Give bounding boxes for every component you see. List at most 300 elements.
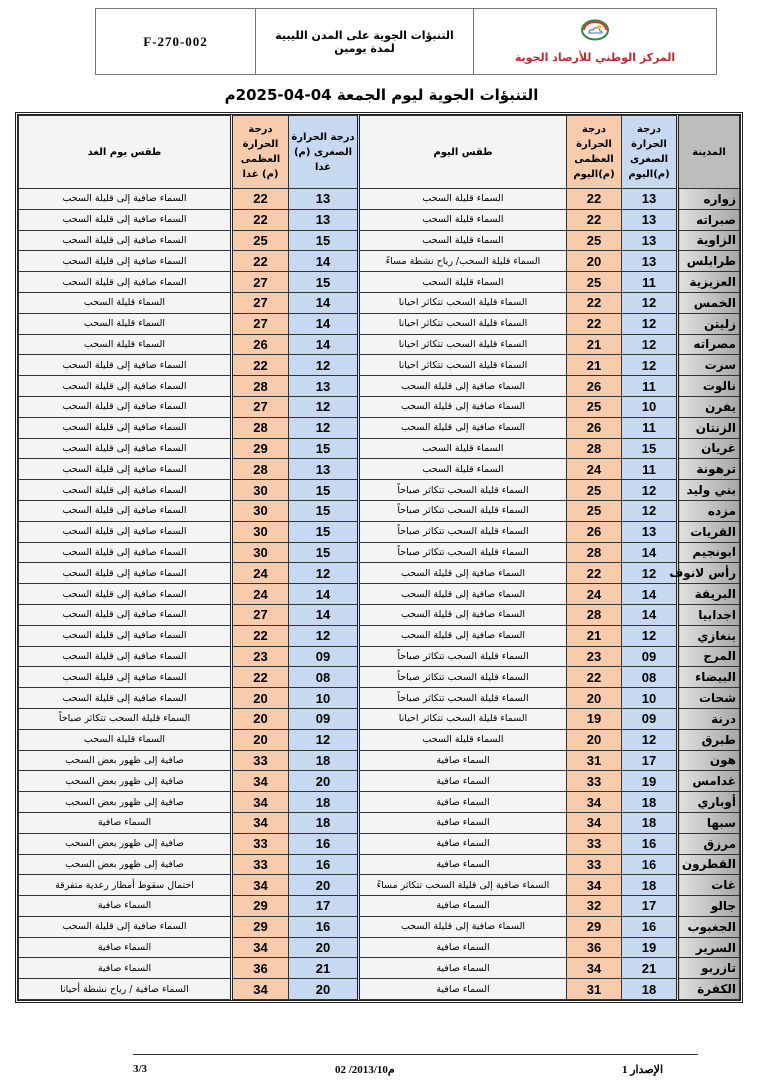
min-temp-tomorrow: 16 (289, 833, 359, 854)
min-temp-today: 18 (622, 812, 678, 833)
table-row (19, 459, 740, 480)
table-row (19, 438, 740, 459)
max-temp-tomorrow: 29 (232, 896, 289, 917)
max-temp-today: 19 (567, 708, 622, 729)
city-name: السرير (678, 937, 740, 958)
footer-page-number: 3/3 (133, 1063, 148, 1075)
weather-today: السماء صافية (359, 937, 567, 958)
max-temp-today: 25 (567, 230, 622, 251)
min-temp-tomorrow: 14 (289, 584, 359, 605)
min-temp-tomorrow: 08 (289, 667, 359, 688)
max-temp-tomorrow: 22 (232, 667, 289, 688)
city-name: القطرون (678, 854, 740, 875)
max-temp-today: 25 (567, 500, 622, 521)
max-temp-tomorrow: 30 (232, 521, 289, 542)
weather-today: السماء قليلة السحب تتكاثر صباحاً (359, 688, 567, 709)
weather-today: السماء صافية إلى قليلة السحب (359, 604, 567, 625)
weather-tomorrow: السماء صافية إلى قليلة السحب (19, 396, 232, 417)
min-temp-today: 18 (622, 979, 678, 1000)
table-row (19, 729, 740, 750)
max-temp-tomorrow: 33 (232, 750, 289, 771)
max-temp-tomorrow: 28 (232, 459, 289, 480)
min-temp-tomorrow: 15 (289, 438, 359, 459)
col-header-min-today: درجة الحرارة الصغرى (م)اليوم (622, 116, 678, 189)
table-header-row (19, 116, 740, 189)
col-header-weather-today: طقس اليوم (359, 116, 567, 189)
weather-today: السماء قليلة السحب/ رياح نشطة مساءً (359, 251, 567, 272)
max-temp-tomorrow: 22 (232, 251, 289, 272)
min-temp-tomorrow: 12 (289, 625, 359, 646)
max-temp-tomorrow: 28 (232, 417, 289, 438)
city-name: البيضاء (678, 667, 740, 688)
max-temp-today: 22 (567, 563, 622, 584)
weather-tomorrow: صافية إلى ظهور بعض السحب (19, 792, 232, 813)
min-temp-tomorrow: 17 (289, 896, 359, 917)
header-title-line1: التنبؤات الجوية على المدن الليبية (275, 28, 454, 42)
min-temp-tomorrow: 15 (289, 521, 359, 542)
table-row (19, 958, 740, 979)
min-temp-today: 12 (622, 355, 678, 376)
min-temp-tomorrow: 09 (289, 708, 359, 729)
table-row (19, 708, 740, 729)
weather-tomorrow: صافية إلى ظهور بعض السحب (19, 771, 232, 792)
min-temp-tomorrow: 13 (289, 376, 359, 397)
page-title: التنبؤات الجوية ليوم الجمعة 04-04-2025م (224, 86, 539, 104)
weather-tomorrow: السماء صافية (19, 812, 232, 833)
col-header-max-today: درجة الحرارة العظمى (م)اليوم (567, 116, 622, 189)
max-temp-today: 25 (567, 272, 622, 293)
min-temp-today: 10 (622, 396, 678, 417)
max-temp-today: 32 (567, 896, 622, 917)
min-temp-today: 19 (622, 937, 678, 958)
table-row (19, 625, 740, 646)
weather-today: السماء صافية إلى قليلة السحب (359, 584, 567, 605)
max-temp-tomorrow: 22 (232, 189, 289, 210)
min-temp-today: 11 (622, 459, 678, 480)
min-temp-today: 11 (622, 272, 678, 293)
weather-tomorrow: السماء صافية إلى قليلة السحب (19, 542, 232, 563)
max-temp-today: 20 (567, 688, 622, 709)
min-temp-today: 17 (622, 750, 678, 771)
min-temp-today: 09 (622, 708, 678, 729)
max-temp-today: 33 (567, 833, 622, 854)
min-temp-today: 13 (622, 521, 678, 542)
footer-divider (133, 1054, 698, 1055)
min-temp-tomorrow: 10 (289, 688, 359, 709)
city-name: صبراته (678, 209, 740, 230)
table-row (19, 771, 740, 792)
max-temp-tomorrow: 34 (232, 937, 289, 958)
min-temp-today: 18 (622, 792, 678, 813)
min-temp-today: 16 (622, 916, 678, 937)
weather-tomorrow: السماء صافية إلى قليلة السحب (19, 688, 232, 709)
weather-tomorrow: السماء صافية إلى قليلة السحب (19, 230, 232, 251)
min-temp-tomorrow: 15 (289, 272, 359, 293)
weather-today: السماء قليلة السحب (359, 729, 567, 750)
min-temp-tomorrow: 15 (289, 542, 359, 563)
header-org-cell (473, 9, 716, 74)
weather-today: السماء قليلة السحب تتكاثر احيانا (359, 292, 567, 313)
max-temp-today: 24 (567, 459, 622, 480)
min-temp-today: 12 (622, 729, 678, 750)
weather-tomorrow: صافية إلى ظهور بعض السحب (19, 750, 232, 771)
table-row (19, 334, 740, 355)
table-row (19, 521, 740, 542)
max-temp-tomorrow: 27 (232, 313, 289, 334)
city-name: الجغبوب (678, 916, 740, 937)
table-row (19, 667, 740, 688)
col-header-min-tomorrow: درجة الحرارة الصغرى (م) غدا (289, 116, 359, 189)
weather-tomorrow: السماء صافية إلى قليلة السحب (19, 646, 232, 667)
min-temp-tomorrow: 14 (289, 334, 359, 355)
city-name: العزيزية (678, 272, 740, 293)
city-name: يفرن (678, 396, 740, 417)
min-temp-today: 16 (622, 854, 678, 875)
weather-tomorrow: السماء قليلة السحب (19, 334, 232, 355)
max-temp-tomorrow: 27 (232, 292, 289, 313)
weather-tomorrow: السماء صافية (19, 896, 232, 917)
weather-tomorrow: السماء صافية إلى قليلة السحب (19, 584, 232, 605)
table-row (19, 500, 740, 521)
min-temp-today: 12 (622, 292, 678, 313)
weather-today: السماء قليلة السحب تتكاثر احيانا (359, 708, 567, 729)
max-temp-tomorrow: 22 (232, 209, 289, 230)
weather-today: السماء قليلة السحب تتكاثر احيانا (359, 355, 567, 376)
min-temp-tomorrow: 14 (289, 251, 359, 272)
min-temp-tomorrow: 20 (289, 937, 359, 958)
city-name: أوباري (678, 792, 740, 813)
max-temp-today: 22 (567, 292, 622, 313)
max-temp-today: 26 (567, 376, 622, 397)
table-row (19, 417, 740, 438)
table-row (19, 313, 740, 334)
weather-tomorrow: السماء صافية إلى قليلة السحب (19, 667, 232, 688)
max-temp-tomorrow: 26 (232, 334, 289, 355)
weather-tomorrow: السماء صافية (19, 958, 232, 979)
min-temp-tomorrow: 14 (289, 292, 359, 313)
min-temp-today: 12 (622, 480, 678, 501)
max-temp-tomorrow: 27 (232, 272, 289, 293)
city-name: درنة (678, 708, 740, 729)
city-name: هون (678, 750, 740, 771)
max-temp-tomorrow: 22 (232, 625, 289, 646)
weather-today: السماء صافية (359, 812, 567, 833)
weather-today: السماء صافية إلى قليلة السحب (359, 625, 567, 646)
city-name: بني وليد (678, 480, 740, 501)
weather-tomorrow: السماء صافية إلى قليلة السحب (19, 376, 232, 397)
weather-tomorrow: السماء صافية إلى قليلة السحب (19, 625, 232, 646)
city-name: جالو (678, 896, 740, 917)
weather-today: السماء صافية (359, 958, 567, 979)
city-name: سبها (678, 812, 740, 833)
table-row (19, 396, 740, 417)
min-temp-today: 13 (622, 251, 678, 272)
max-temp-today: 24 (567, 584, 622, 605)
table-row (19, 480, 740, 501)
max-temp-today: 22 (567, 667, 622, 688)
city-name: مصراته (678, 334, 740, 355)
city-name: ترهونة (678, 459, 740, 480)
city-name: الكفرة (678, 979, 740, 1000)
max-temp-today: 34 (567, 875, 622, 896)
weather-today: السماء صافية إلى قليلة السحب (359, 376, 567, 397)
max-temp-tomorrow: 33 (232, 854, 289, 875)
max-temp-tomorrow: 27 (232, 396, 289, 417)
table-row (19, 189, 740, 210)
min-temp-tomorrow: 18 (289, 792, 359, 813)
col-header-city: المدينة (678, 116, 740, 189)
max-temp-today: 23 (567, 646, 622, 667)
max-temp-today: 26 (567, 521, 622, 542)
min-temp-today: 15 (622, 438, 678, 459)
city-name: غريان (678, 438, 740, 459)
min-temp-tomorrow: 15 (289, 480, 359, 501)
min-temp-today: 12 (622, 563, 678, 584)
city-name: رأس لانوف (678, 563, 740, 584)
max-temp-today: 31 (567, 979, 622, 1000)
min-temp-today: 12 (622, 334, 678, 355)
table-row (19, 896, 740, 917)
min-temp-tomorrow: 12 (289, 355, 359, 376)
max-temp-tomorrow: 22 (232, 355, 289, 376)
min-temp-today: 14 (622, 604, 678, 625)
weather-today: السماء قليلة السحب (359, 189, 567, 210)
city-name: نالوت (678, 376, 740, 397)
city-name: الخمس (678, 292, 740, 313)
city-name: شحات (678, 688, 740, 709)
table-row (19, 604, 740, 625)
max-temp-today: 33 (567, 854, 622, 875)
weather-today: السماء صافية (359, 854, 567, 875)
weather-tomorrow: السماء صافية إلى قليلة السحب (19, 438, 232, 459)
weather-today: السماء قليلة السحب (359, 272, 567, 293)
org-name: المركز الوطني للأرصاد الجوية (514, 51, 676, 64)
cloud-logo-icon (580, 19, 610, 45)
weather-today: السماء صافية إلى قليلة السحب (359, 417, 567, 438)
max-temp-tomorrow: 30 (232, 542, 289, 563)
min-temp-tomorrow: 18 (289, 750, 359, 771)
max-temp-tomorrow: 27 (232, 604, 289, 625)
footer-version: الإصدار 1 (621, 1064, 663, 1076)
weather-today: السماء صافية (359, 833, 567, 854)
min-temp-tomorrow: 14 (289, 313, 359, 334)
max-temp-today: 36 (567, 937, 622, 958)
city-name: مرزق (678, 833, 740, 854)
min-temp-today: 11 (622, 417, 678, 438)
max-temp-tomorrow: 20 (232, 729, 289, 750)
city-name: تازربو (678, 958, 740, 979)
min-temp-tomorrow: 09 (289, 646, 359, 667)
table-row (19, 979, 740, 1000)
max-temp-today: 28 (567, 542, 622, 563)
max-temp-tomorrow: 24 (232, 563, 289, 584)
city-name: زليتن (678, 313, 740, 334)
city-name: طبرق (678, 729, 740, 750)
min-temp-today: 08 (622, 667, 678, 688)
max-temp-today: 33 (567, 771, 622, 792)
max-temp-today: 20 (567, 251, 622, 272)
weather-today: السماء قليلة السحب تتكاثر احيانا (359, 334, 567, 355)
table-row (19, 937, 740, 958)
max-temp-tomorrow: 34 (232, 875, 289, 896)
table-row (19, 563, 740, 584)
min-temp-today: 13 (622, 189, 678, 210)
max-temp-tomorrow: 34 (232, 771, 289, 792)
weather-tomorrow: السماء صافية إلى قليلة السحب (19, 521, 232, 542)
min-temp-today: 12 (622, 313, 678, 334)
table-row (19, 833, 740, 854)
weather-today: السماء قليلة السحب تتكاثر صباحاً (359, 667, 567, 688)
table-row (19, 230, 740, 251)
min-temp-tomorrow: 21 (289, 958, 359, 979)
min-temp-today: 12 (622, 625, 678, 646)
table-row (19, 646, 740, 667)
city-name: اجدابيا (678, 604, 740, 625)
max-temp-tomorrow: 25 (232, 230, 289, 251)
weather-today: السماء قليلة السحب تتكاثر صباحاً (359, 480, 567, 501)
city-name: بنغازي (678, 625, 740, 646)
min-temp-tomorrow: 15 (289, 500, 359, 521)
min-temp-tomorrow: 12 (289, 563, 359, 584)
min-temp-today: 14 (622, 542, 678, 563)
max-temp-today: 31 (567, 750, 622, 771)
weather-today: السماء قليلة السحب تتكاثر صباحاً (359, 646, 567, 667)
weather-tomorrow: السماء صافية / رياح نشطة أحيانا (19, 979, 232, 1000)
max-temp-tomorrow: 29 (232, 916, 289, 937)
min-temp-today: 09 (622, 646, 678, 667)
min-temp-tomorrow: 18 (289, 812, 359, 833)
min-temp-tomorrow: 16 (289, 916, 359, 937)
max-temp-today: 20 (567, 729, 622, 750)
weather-today: السماء صافية (359, 979, 567, 1000)
min-temp-tomorrow: 12 (289, 417, 359, 438)
weather-tomorrow: السماء صافية إلى قليلة السحب (19, 459, 232, 480)
min-temp-today: 14 (622, 584, 678, 605)
max-temp-today: 34 (567, 792, 622, 813)
weather-today: السماء صافية إلى قليلة السحب (359, 396, 567, 417)
max-temp-today: 28 (567, 604, 622, 625)
min-temp-today: 17 (622, 896, 678, 917)
min-temp-tomorrow: 20 (289, 771, 359, 792)
max-temp-tomorrow: 30 (232, 480, 289, 501)
max-temp-tomorrow: 34 (232, 812, 289, 833)
table-row (19, 792, 740, 813)
max-temp-today: 29 (567, 916, 622, 937)
weather-tomorrow: السماء قليلة السحب (19, 729, 232, 750)
max-temp-today: 22 (567, 313, 622, 334)
weather-tomorrow: صافية إلى ظهور بعض السحب (19, 833, 232, 854)
table-row (19, 292, 740, 313)
table-row (19, 376, 740, 397)
weather-today: السماء صافية إلى قليلة السحب (359, 563, 567, 584)
weather-today: السماء قليلة السحب (359, 230, 567, 251)
min-temp-today: 10 (622, 688, 678, 709)
min-temp-tomorrow: 12 (289, 396, 359, 417)
min-temp-tomorrow: 20 (289, 875, 359, 896)
table-row (19, 272, 740, 293)
weather-today: السماء قليلة السحب تتكاثر احيانا (359, 313, 567, 334)
table-row (19, 688, 740, 709)
table-row (19, 251, 740, 272)
min-temp-tomorrow: 13 (289, 189, 359, 210)
weather-tomorrow: السماء صافية إلى قليلة السحب (19, 209, 232, 230)
col-header-weather-tomorrow: طقس يوم الغد (19, 116, 232, 189)
city-name: البريقة (678, 584, 740, 605)
max-temp-today: 22 (567, 189, 622, 210)
min-temp-tomorrow: 15 (289, 230, 359, 251)
weather-today: السماء قليلة السحب (359, 209, 567, 230)
weather-today: السماء صافية (359, 792, 567, 813)
table-row (19, 209, 740, 230)
max-temp-tomorrow: 34 (232, 792, 289, 813)
max-temp-today: 25 (567, 396, 622, 417)
max-temp-tomorrow: 28 (232, 376, 289, 397)
max-temp-tomorrow: 24 (232, 584, 289, 605)
city-name: غدامس (678, 771, 740, 792)
max-temp-tomorrow: 23 (232, 646, 289, 667)
min-temp-tomorrow: 14 (289, 604, 359, 625)
weather-tomorrow: السماء صافية إلى قليلة السحب (19, 500, 232, 521)
weather-today: السماء صافية إلى قليلة السحب (359, 916, 567, 937)
city-name: زواره (678, 189, 740, 210)
weather-today: السماء صافية إلى قليلة السحب تتكاثر مساءً (359, 875, 567, 896)
max-temp-today: 26 (567, 417, 622, 438)
weather-today: السماء صافية (359, 896, 567, 917)
city-name: ابونجيم (678, 542, 740, 563)
min-temp-today: 13 (622, 230, 678, 251)
city-name: غات (678, 875, 740, 896)
min-temp-today: 19 (622, 771, 678, 792)
table-row (19, 750, 740, 771)
weather-tomorrow: السماء صافية إلى قليلة السحب (19, 272, 232, 293)
city-name: الزنتان (678, 417, 740, 438)
weather-today: السماء صافية (359, 750, 567, 771)
weather-tomorrow: السماء قليلة السحب (19, 313, 232, 334)
city-name: مزده (678, 500, 740, 521)
weather-tomorrow: السماء قليلة السحب (19, 292, 232, 313)
max-temp-tomorrow: 30 (232, 500, 289, 521)
max-temp-tomorrow: 34 (232, 979, 289, 1000)
city-name: الزاوية (678, 230, 740, 251)
max-temp-today: 25 (567, 480, 622, 501)
city-name: القريات (678, 521, 740, 542)
max-temp-tomorrow: 20 (232, 708, 289, 729)
weather-tomorrow: السماء صافية إلى قليلة السحب (19, 563, 232, 584)
city-name: طرابلس (678, 251, 740, 272)
min-temp-today: 13 (622, 209, 678, 230)
footer-date: 02 /2013/10م (335, 1064, 395, 1076)
max-temp-tomorrow: 20 (232, 688, 289, 709)
table-row (19, 355, 740, 376)
weather-tomorrow: صافية إلى ظهور بعض السحب (19, 854, 232, 875)
min-temp-today: 16 (622, 833, 678, 854)
header-title-line2: لمدة يومين (334, 41, 395, 55)
table-row (19, 875, 740, 896)
table-row (19, 584, 740, 605)
min-temp-today: 11 (622, 376, 678, 397)
city-name: سرت (678, 355, 740, 376)
max-temp-today: 34 (567, 958, 622, 979)
form-code: F-270-002 (143, 33, 208, 49)
max-temp-tomorrow: 33 (232, 833, 289, 854)
min-temp-tomorrow: 12 (289, 729, 359, 750)
weather-tomorrow: احتمال سقوط أمطار رعدية متفرقة (19, 875, 232, 896)
table-row (19, 854, 740, 875)
forecast-table (15, 112, 743, 1003)
document-header (95, 8, 717, 75)
weather-today: السماء قليلة السحب (359, 459, 567, 480)
weather-tomorrow: السماء صافية إلى قليلة السحب (19, 355, 232, 376)
